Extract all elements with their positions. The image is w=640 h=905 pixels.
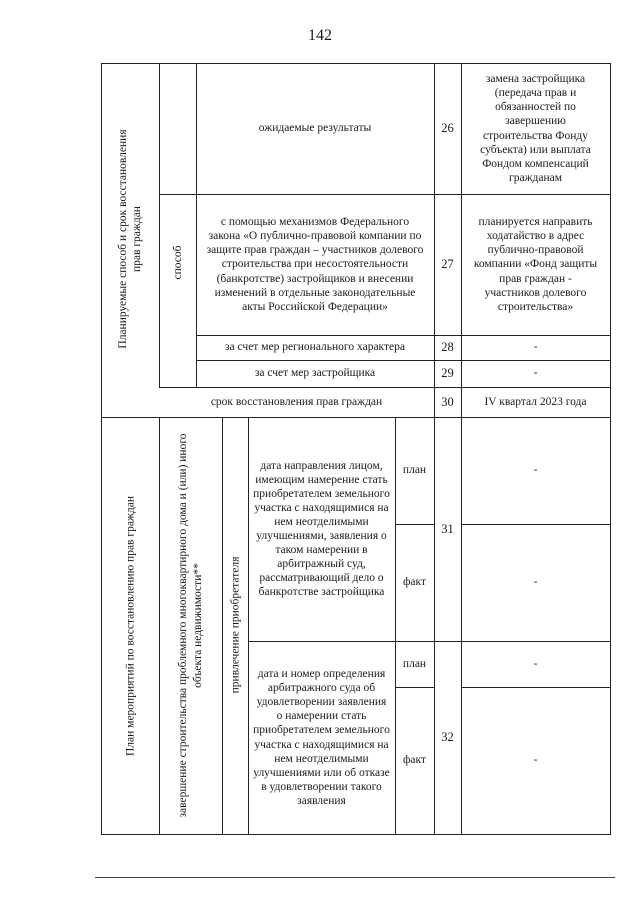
table-border-right	[610, 63, 611, 834]
fact-label: факт	[402, 576, 427, 589]
completion-header: завершение строительства проблемного многоквартирного дома и (или) иного объекта недвижимости**	[176, 433, 204, 818]
method-description: с помощью механизмов Федерального закона «О публично-правовой компании по защите прав граждан – участников долевого строительства при несостоятельности (банкротстве) застройщиков и внесении изменений в отдельные законодательные акты Российской Федерации»	[206, 216, 424, 313]
row-number: 32	[441, 730, 454, 745]
footer-rule	[95, 877, 615, 878]
application-date-label: дата направления лицом, имеющим намерение стать приобретателем земельного участка с находящимися на нем неотделимыми улучшениями, заявления о таком намерении в арбитражный суд, рассматривающий дело о банкротстве застройщика	[253, 459, 390, 599]
row-number: 28	[441, 340, 454, 355]
section-header-restore: Планируемые способ и срок восстановления прав граждан	[117, 129, 143, 349]
expected-results-value: замена застройщика (передача прав и обязанностей по завершению строительства Фонду субъекта) или выплата Фондом компенсаций гражданам	[480, 73, 591, 184]
row-number: 29	[441, 366, 454, 381]
row-number: 26	[441, 121, 454, 136]
row-number: 27	[441, 257, 454, 272]
plan-label: план	[402, 464, 427, 477]
plan-label: план	[402, 657, 427, 670]
page-number: 142	[308, 27, 332, 44]
court-ruling-label: дата и номер определения арбитражного суда об удовлетворении заявления о намерении стать приобретателем земельного участка с находящимися на нем неотделимыми улучшениями или об отказе в удовлетворении такого заявления	[253, 668, 390, 807]
regional-measures-label: за счет мер регионального характера	[225, 341, 405, 354]
fact-label: факт	[402, 754, 427, 767]
method-header: способ	[171, 245, 184, 280]
developer-measures-value: -	[533, 367, 538, 380]
row-number: 30	[441, 394, 454, 409]
fact-value: -	[533, 754, 538, 767]
plan-value: -	[533, 464, 538, 477]
fact-value: -	[533, 576, 538, 589]
row-number: 31	[441, 521, 454, 536]
expected-results-label: ожидаемые результаты	[258, 122, 372, 135]
buyer-header: привлечение приобретателя	[229, 556, 242, 694]
table-border-bottom	[101, 834, 611, 835]
method-value: планируется направить ходатайство в адрес публично-правовой компании «Фонд защиты прав граждан - участников долевого строительства»	[473, 216, 598, 313]
restore-deadline-value: IV квартал 2023 года	[484, 395, 587, 408]
developer-measures-label: за счет мер застройщика	[254, 367, 376, 380]
section-header-plan: План мероприятий по восстановлению прав граждан	[124, 496, 137, 757]
regional-measures-value: -	[533, 341, 538, 354]
restore-deadline-label: срок восстановления прав граждан	[210, 395, 383, 408]
plan-value: -	[533, 657, 538, 670]
